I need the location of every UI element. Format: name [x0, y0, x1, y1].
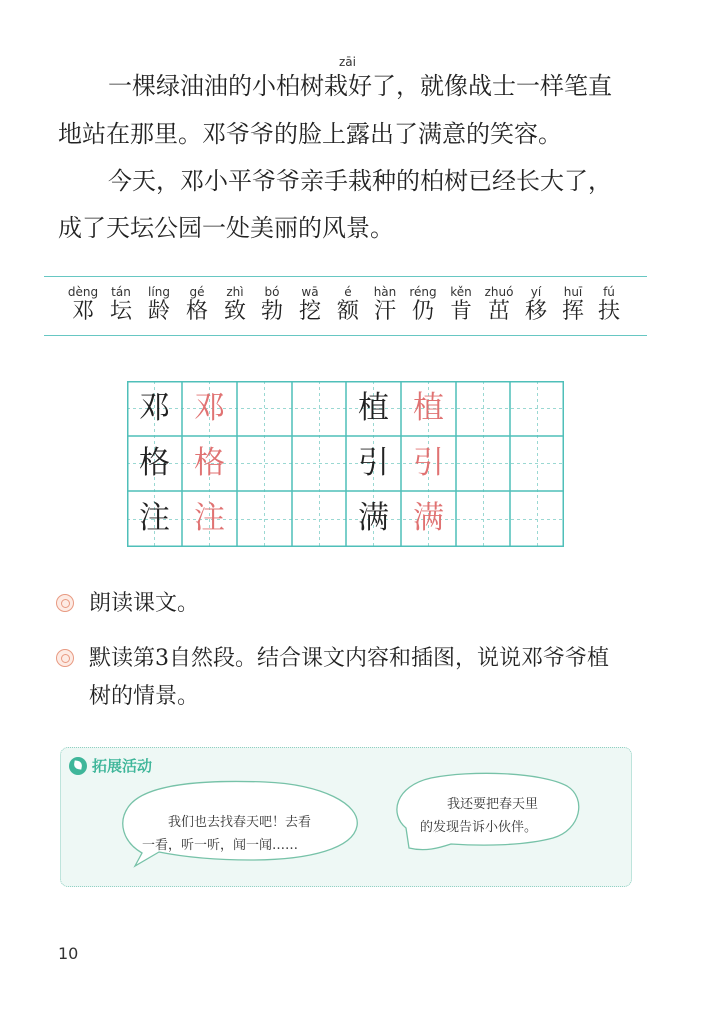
grid-char-trace: 满	[413, 500, 444, 536]
task-text: 朗读课文。	[89, 591, 200, 616]
speech-bubble-left-line-2: 一看，听一听，闻一闻……	[142, 838, 299, 853]
vocabulary-strip	[44, 276, 647, 336]
vocab-item	[291, 286, 329, 325]
vocab-pinyin: wā	[301, 285, 319, 299]
vocab-char: 扶	[597, 299, 620, 324]
task-marker-icon	[56, 594, 74, 612]
paragraph-1-line-2: 地站在那里。邓爷爷的脸上露出了满意的笑容。	[58, 120, 562, 148]
vocab-char: 格	[185, 299, 208, 324]
vocab-pinyin: líng	[148, 285, 170, 299]
vocab-pinyin: yí	[530, 285, 542, 299]
speech-bubbles	[61, 748, 633, 888]
vocab-char: 汗	[373, 299, 396, 324]
vocab-pinyin: zhuó	[484, 285, 514, 299]
vocab-char: 坛	[109, 299, 132, 324]
paragraph-2-line-2: 成了天坛公园一处美丽的风景。	[58, 214, 394, 242]
grid-char-trace: 植	[413, 390, 444, 426]
grid-char-model: 引	[358, 445, 389, 481]
vocab-item	[480, 286, 518, 325]
vocab-item	[590, 286, 628, 325]
vocab-pinyin: hàn	[373, 285, 397, 299]
vocab-item	[140, 286, 178, 325]
grid-char-model: 注	[139, 500, 170, 536]
vocab-char: 额	[336, 299, 359, 324]
vocab-item	[554, 286, 592, 325]
vocab-item	[329, 286, 367, 325]
task-marker-icon	[56, 649, 74, 667]
vocab-pinyin: gé	[189, 285, 205, 299]
task-text: 默读第3自然段。结合课文内容和插图，说说邓爷爷植	[89, 646, 609, 671]
vocab-char: 肯	[449, 299, 472, 324]
vocab-item	[178, 286, 216, 325]
vocab-pinyin: réng	[409, 285, 437, 299]
grid-char-trace: 引	[413, 445, 444, 481]
vocab-pinyin: bó	[264, 285, 280, 299]
vocab-char: 致	[223, 299, 246, 324]
extension-activity-box	[60, 747, 632, 887]
paragraph-1-line-1: 一棵绿油油的小柏树栽好了，就像战士一样笔直	[108, 72, 612, 100]
vocab-item	[404, 286, 442, 325]
grid-char-model: 满	[358, 500, 389, 536]
writing-practice-grid	[127, 381, 564, 547]
speech-bubble-right-line-2: 的发现告诉小伙伴。	[420, 820, 538, 835]
vocab-item	[442, 286, 480, 325]
vocab-item	[366, 286, 404, 325]
vocab-char: 龄	[147, 299, 170, 324]
page-number: 10	[58, 944, 79, 963]
vocab-pinyin: tán	[111, 285, 131, 299]
vocab-char: 茁	[487, 299, 510, 324]
vocab-pinyin: é	[344, 285, 352, 299]
vocab-item	[253, 286, 291, 325]
activity-title: 拓展活动	[92, 757, 153, 775]
grid-char-trace: 邓	[194, 390, 225, 426]
vocab-pinyin: fú	[603, 285, 615, 299]
pinyin-annotation-zai: zāi	[339, 55, 356, 69]
vocab-pinyin: kěn	[450, 285, 472, 299]
vocab-pinyin: huī	[563, 285, 583, 299]
vocab-item	[64, 286, 102, 325]
vocab-char: 勃	[260, 299, 283, 324]
speech-bubble-left-line-1: 我们也去找春天吧！去看	[168, 815, 312, 830]
vocab-pinyin: dèng	[67, 285, 99, 299]
vocab-pinyin: zhì	[226, 285, 244, 299]
vocab-item	[517, 286, 555, 325]
speech-bubble-right-line-1: 我还要把春天里	[447, 797, 539, 812]
vocab-char: 邓	[71, 299, 94, 324]
vocab-char: 仍	[411, 299, 434, 324]
task-text: 树的情景。	[89, 684, 200, 709]
grid-char-model: 邓	[139, 390, 170, 426]
vocab-item	[102, 286, 140, 325]
vocab-char: 挥	[561, 299, 584, 324]
grid-char-model: 格	[139, 445, 170, 481]
vocab-char: 移	[524, 299, 547, 324]
grid-char-trace: 注	[194, 500, 225, 536]
grid-char-trace: 格	[194, 445, 225, 481]
grid-char-model: 植	[358, 390, 389, 426]
paragraph-2-line-1: 今天，邓小平爷爷亲手栽种的柏树已经长大了，	[108, 167, 612, 195]
vocab-char: 挖	[298, 299, 321, 324]
vocab-item	[216, 286, 254, 325]
